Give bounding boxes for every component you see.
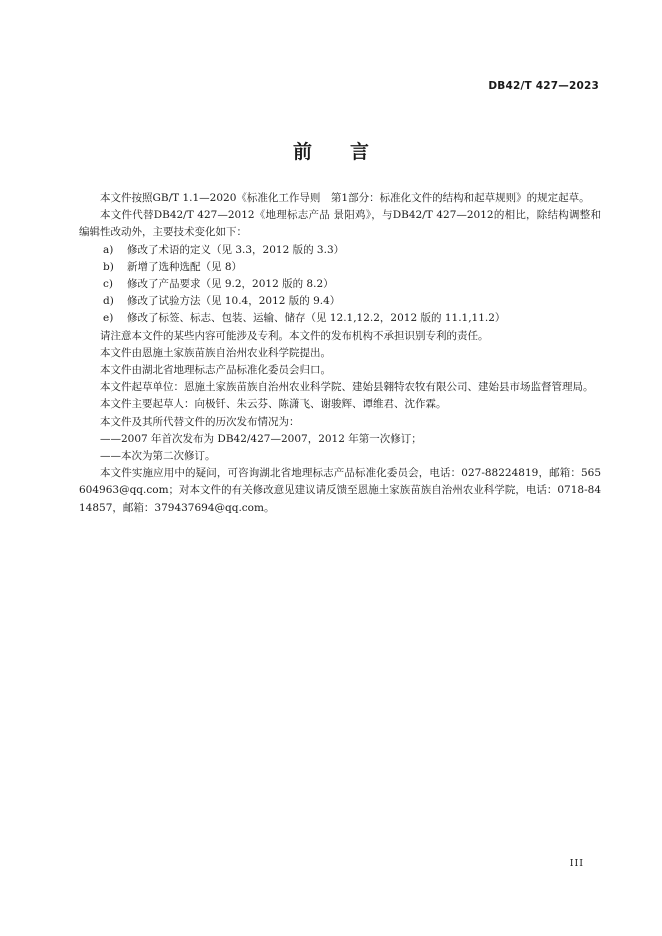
history-item: ——本次为第二次修订。 — [100, 450, 216, 463]
change-text: 修改了标签、标志、包装、运输、储存（见 12.1,12.2，2012 版的 11.1,11.2） — [127, 312, 506, 325]
document-code: DB42/T 427—2023 — [488, 80, 599, 92]
change-text: 修改了产品要求（见 9.2，2012 版的 8.2） — [127, 278, 334, 291]
change-text: 新增了选种选配（见 8） — [127, 260, 243, 273]
paragraph-patent: 请注意本文件的某些内容可能涉及专利。本文件的发布机构不承担识别专利的责任。 — [100, 329, 489, 342]
title-part-2: 言 — [350, 141, 370, 163]
change-marker: e) — [103, 312, 114, 325]
change-marker: a) — [103, 243, 114, 256]
change-text: 修改了术语的定义（见 3.3，2012 版的 3.3） — [127, 243, 345, 256]
title-part-1: 前 — [292, 141, 312, 163]
change-marker: d) — [103, 295, 114, 308]
history-item: ——2007 年首次发布为 DB42/427—2007，2012 年第一次修订； — [100, 432, 422, 445]
paragraph-proposer: 本文件由恩施土家族苗族自治州农业科学院提出。 — [100, 346, 331, 359]
page-title — [0, 137, 662, 164]
paragraph-contact: 本文件实施应用中的疑问，可咨询湖北省地理标志产品标准化委员会，电话：027-88224819，邮箱：565604963@qq.com；对本文件的有关修改意见建议请反馈至恩施土家族苗族自治州农业科学院，电话：0718-8414857，邮箱：379437694@qq.com。 — [79, 467, 601, 514]
page-number: III — [569, 858, 584, 869]
paragraph-replacement: 本文件代替DB42/T 427—2012《地理标志产品 景阳鸡》，与DB42/T 427—2012的相比，除结构调整和编辑性改动外，主要技术变化如下： — [79, 209, 601, 239]
paragraph-drafters: 本文件主要起草人：向极钎、朱云芬、陈潇飞、谢骏辉、谭维君、沈作霖。 — [100, 398, 447, 411]
document-body — [79, 190, 601, 517]
change-item — [79, 293, 601, 310]
change-marker: b) — [103, 260, 114, 273]
change-item — [79, 310, 601, 327]
paragraph-history-intro: 本文件及其所代替文件的历次发布情况为： — [100, 415, 300, 428]
change-item — [79, 242, 601, 259]
change-item — [79, 259, 601, 276]
change-item — [79, 276, 601, 293]
change-text: 修改了试验方法（见 10.4，2012 版的 9.4） — [127, 295, 341, 308]
paragraph-basis: 本文件按照GB/T 1.1—2020《标准化工作导则 第1部分：标准化文件的结构和起草规则》的规定起草。 — [100, 192, 590, 204]
paragraph-drafting-units: 本文件起草单位：恩施土家族苗族自治州农业科学院、建始县翱特农牧有限公司、建始县市场监督管理局。 — [100, 381, 594, 394]
paragraph-committee: 本文件由湖北省地理标志产品标准化委员会归口。 — [100, 364, 331, 377]
change-marker: c) — [103, 278, 113, 291]
